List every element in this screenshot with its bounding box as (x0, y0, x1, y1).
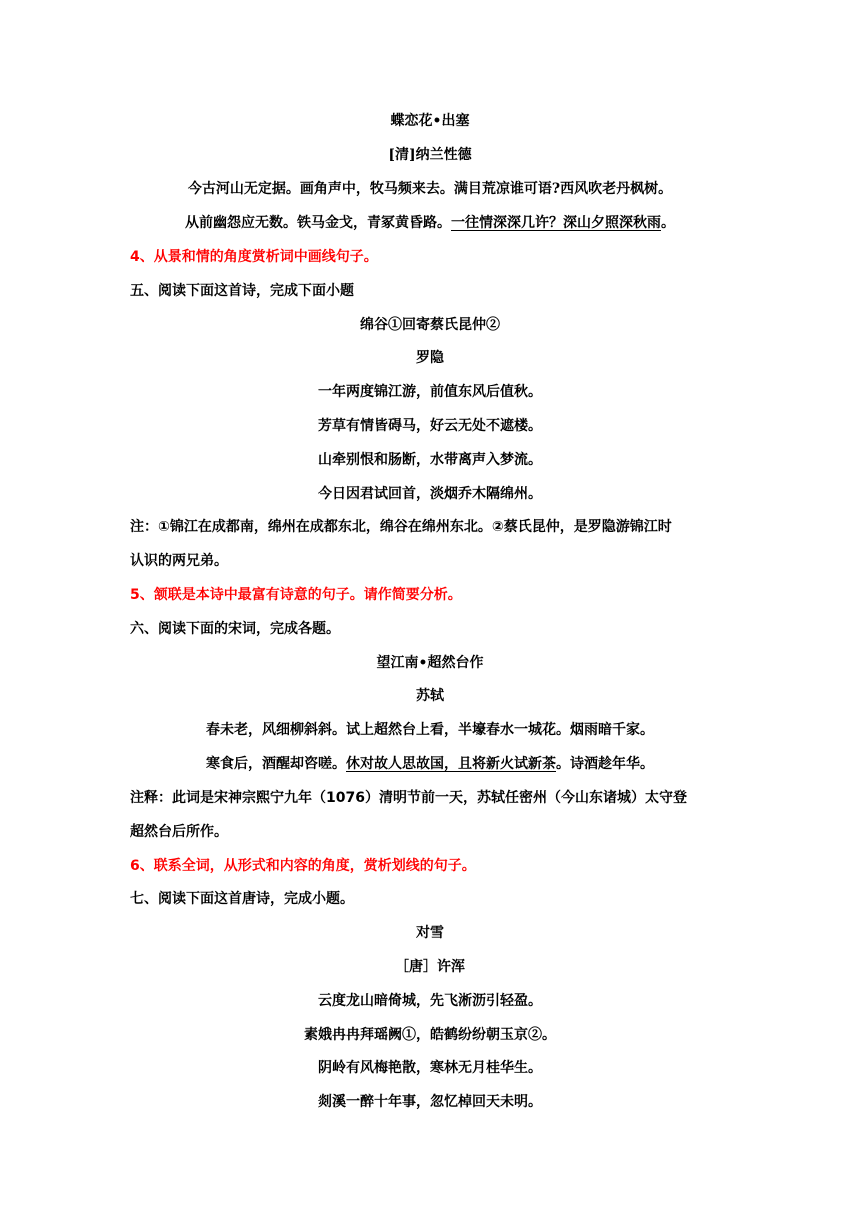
section-heading: 七、阅读下面这首唐诗，完成小题。 (130, 891, 354, 907)
underlined-sentence: 一往情深深几许？深山夕照深秋雨 (451, 215, 661, 231)
poem-author: ［唐］许浑 (395, 959, 465, 975)
poem-line (130, 213, 730, 233)
poem-line: 春未老，风细柳斜斜。试上超然台上看，半壕春水一城花。烟雨暗千家。 (206, 722, 654, 738)
question-4: 4、从景和情的角度赏析词中画线句子。 (130, 249, 378, 265)
poem-line: 山牵别恨和肠断，水带离声入梦流。 (318, 452, 542, 468)
poem-author: 苏轼 (416, 688, 444, 704)
poem-line-text: 。 (661, 215, 675, 231)
poem-line (130, 754, 730, 774)
poem-title: 对雪 (416, 925, 444, 941)
underlined-sentence: 休对故人思故国，且将新火试新茶 (346, 756, 556, 772)
question-5: 5、颔联是本诗中最富有诗意的句子。请作简要分析。 (130, 587, 462, 603)
poem-line-text: 从前幽怨应无数。铁马金戈，青冢黄昏路。 (185, 215, 451, 231)
poem-title: 望江南•超然台作 (376, 655, 484, 671)
poem-line-text: 。诗酒趁年华。 (556, 756, 654, 772)
note: 注释：此词是宋神宗熙宁九年（1076）清明节前一天，苏轼任密州（今山东诸城）太守登 (130, 790, 687, 806)
section-heading: 五、阅读下面这首诗，完成下面小题 (130, 283, 354, 299)
note: 认识的两兄弟。 (130, 553, 228, 569)
note: 注：①锦江在成都南，绵州在成都东北，绵谷在绵州东北。②蔡氏昆仲，是罗隐游锦江时 (130, 519, 672, 535)
poem-line: 今日因君试回首，淡烟乔木隔绵州。 (318, 486, 542, 502)
poem-line: 今古河山无定据。画角声中，牧马频来去。满目荒凉谁可语?西风吹老丹枫树。 (187, 181, 673, 197)
poem-line-text: 寒食后，酒醒却咨嗟。 (206, 756, 346, 772)
poem-line: 云度龙山暗倚城，先飞淅沥引轻盈。 (318, 993, 542, 1009)
poem-line: 一年两度锦江游，前值东风后值秋。 (318, 384, 542, 400)
poem-line: 剡溪一醉十年事，忽忆棹回天未明。 (318, 1094, 542, 1110)
poem-line: 芳草有情皆碍马，好云无处不遮楼。 (318, 418, 542, 434)
poem-title: 绵谷①回寄蔡氏昆仲② (360, 317, 500, 333)
question-6: 6、联系全词，从形式和内容的角度，赏析划线的句子。 (130, 858, 476, 874)
section-heading: 六、阅读下面的宋词，完成各题。 (130, 621, 340, 637)
note: 超然台后所作。 (130, 824, 228, 840)
poem-line: 素娥冉冉拜瑶阙①，皓鹤纷纷朝玉京②。 (304, 1027, 556, 1043)
poem-title: 蝶恋花•出塞 (390, 113, 470, 129)
poem-line: 阴岭有风梅艳散，寒林无月桂华生。 (318, 1060, 542, 1076)
poem-author: 罗隐 (416, 350, 444, 366)
poem-author: [清]纳兰性德 (388, 147, 472, 163)
